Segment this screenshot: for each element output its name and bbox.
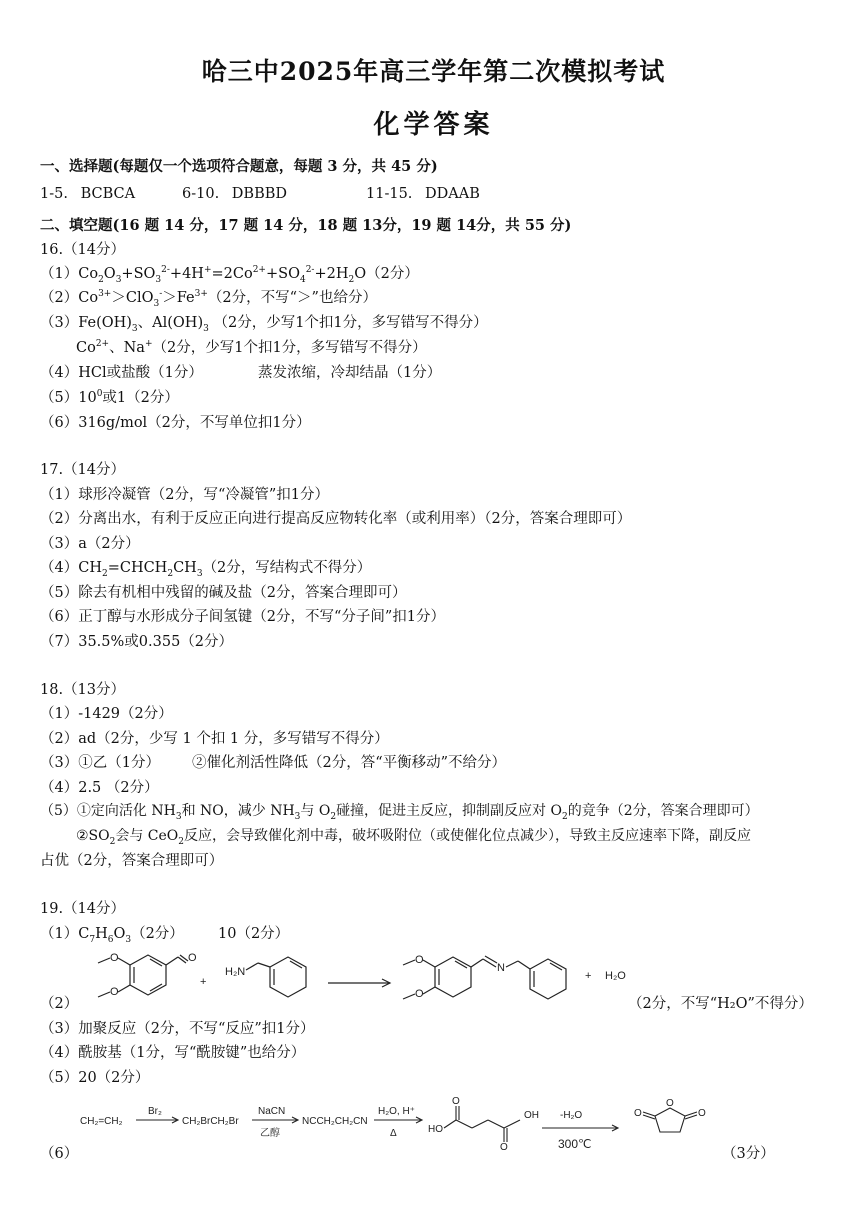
reagent-temperature: 300℃ <box>558 1137 592 1151</box>
page-title: 哈三中2025年高三学年第二次模拟考试 <box>201 57 666 86</box>
q17-line3: （3）a（2分） <box>40 536 140 552</box>
q19-synthesis-route <box>80 1092 740 1152</box>
q16-line6: （6）316g/mol（2分，不写单位扣1分） <box>40 415 311 431</box>
q19-line2-label: （2） <box>40 996 79 1012</box>
q18-header: 18.（13分） <box>40 682 126 698</box>
q16-line3b: $Co^{2+}$、Na+（2分，少写1个扣1分，多写错写不得分） <box>76 339 427 356</box>
q16-line4: （4）HCl或盐酸（1分） <box>40 365 203 381</box>
acid-o-1: O <box>452 1096 460 1107</box>
reagent-heat: Δ <box>390 1128 397 1139</box>
anhydride-o-1: O <box>634 1108 642 1119</box>
benzene-ring-1 <box>130 955 166 995</box>
benzene-ring-4 <box>530 959 566 999</box>
acid-o-2: O <box>500 1142 508 1152</box>
q16-line1: $(1)Co_2O_3+SO_3^{2-}+4H^+=2Co^{2+}+SO_4^{2-}+2H_2O(2$分） <box>40 265 419 285</box>
q17-header: 17.（14分） <box>40 462 126 478</box>
q16-line5: $(5)10^0$或1（2分） <box>40 389 179 406</box>
q17-line7: （7）35.5%或0.355（2分） <box>40 634 234 650</box>
q17-line6: （6）正丁醇与水形成分子间氢键（2分，不写“分子间”扣1分） <box>40 609 445 625</box>
ome-o-2: O <box>110 986 119 998</box>
imine-n: N <box>497 962 505 974</box>
page-subtitle: 化学答案 <box>373 110 494 140</box>
choice-answers-row-2 <box>182 186 287 202</box>
choice-range-1: 1-5. <box>40 186 68 202</box>
acid-ho: HO <box>428 1124 443 1135</box>
q19-header: 19.（14分） <box>40 901 126 917</box>
benzene-ring-3 <box>435 957 471 997</box>
q16-line4b: 蒸发浓缩，冷却结晶（1分） <box>258 365 442 381</box>
q16-line3a: $(3)Fe(OH)_3$、$Al(OH)_3$ （2分，少写1个扣1分，多写错写不得分） <box>40 315 488 334</box>
q18-line1: （1）-1429（2分） <box>40 706 173 722</box>
q19-line6-label: （6） <box>40 1146 79 1162</box>
water: H₂O <box>605 970 626 982</box>
ethene: CH₂=CH₂ <box>80 1116 123 1127</box>
q19-line4: （4）酰胺基（1分，写“酰胺键”也给分） <box>40 1045 306 1061</box>
q18-line3b: ②催化剂活性降低（2分，答“平衡移动”不给分） <box>192 755 507 771</box>
choice-value-3: DDAAB <box>425 186 480 202</box>
q18-line4: （4）2.5 （2分） <box>40 780 159 796</box>
choice-answers-row-3 <box>366 186 480 202</box>
choice-value-1: BCBCA <box>80 186 136 202</box>
section2-heading: 二、填空题(16 题 14 分，17 题 14 分，18 题 13分，19 题 14分，共 55 分) <box>40 217 572 234</box>
q17-line2: （2）分离出水，有利于反应正向进行提高反应物转化率（或利用率）（2分，答案合理即可） <box>40 511 632 527</box>
q17-line1: （1）球形冷凝管（2分，写“冷凝管”扣1分） <box>40 487 330 503</box>
section1-heading: 一、选择题(每题仅一个选项符合题意，每题 3 分，共 45 分) <box>40 158 438 175</box>
q19-line5: （5）20（2分） <box>40 1070 150 1086</box>
q18-line5c: 占优（2分，答案合理即可） <box>40 853 224 869</box>
choice-answers-row <box>40 186 135 202</box>
aldehyde-o: O <box>188 952 197 964</box>
plus-2: + <box>585 970 592 982</box>
q17-line4: $(4)CH_2=CHCH_2CH_3(2$分，写结构式不得分） <box>40 560 372 579</box>
reagent-ethanol: 乙醇 <box>260 1128 280 1139</box>
dibromoethane: CH₂BrCH₂Br <box>182 1116 239 1127</box>
q16-line2: $(2)Co^{3+}>ClO_3^->Fe^{3+}(2$分，不写“＞”也给分） <box>40 289 377 309</box>
q19-line1b: 10（2分） <box>218 926 290 942</box>
reagent-h2o-h: H₂O, H⁺ <box>378 1106 415 1117</box>
choice-range-3: 11-15. <box>366 186 413 202</box>
q18-line5b: $②SO_2$会与 CeO$_2$反应，会导致催化剂中毒，破坏吸附位（或使催化位点减少），导致主反应速率下降，副反应 <box>76 828 752 847</box>
q18-line5a: （5）①定向活化 $NH_3$和 NO，减少 $NH_3$与 $O_2$碰撞，促进主反应，抑制副反应对 $O_2$的竞争（2分，答案合理即可） <box>40 803 759 822</box>
reagent-dehydration: -H₂O <box>560 1110 583 1121</box>
q19-line6-score: （3分） <box>722 1146 775 1162</box>
q19-line2-note: （2分，不写“H₂O”不得分） <box>628 996 813 1012</box>
anhydride-ring <box>655 1108 685 1132</box>
q19-reaction-scheme <box>60 945 840 1025</box>
q18-line3a: （3）①乙（1分） <box>40 755 160 771</box>
amine-h2n: H₂N <box>225 966 246 978</box>
ome-o-3: O <box>415 954 424 966</box>
choice-range-2: 6-10. <box>182 186 220 202</box>
q16-header: 16.（14分） <box>40 242 126 258</box>
anhydride-o-2: O <box>698 1108 706 1119</box>
q19-line3: （3）加聚反应（2分，不写“反应”扣1分） <box>40 1021 315 1037</box>
plus-1: + <box>200 976 207 988</box>
ome-o-4: O <box>415 988 424 1000</box>
choice-value-2: DBBBD <box>231 186 288 202</box>
q17-line5: （5）除去有机相中残留的碱及盐（2分，答案合理即可） <box>40 585 407 601</box>
q18-line2: （2）ad（2分，少写 1 个扣 1 分，多写错写不得分） <box>40 731 389 747</box>
ome-o-1: O <box>110 952 119 964</box>
anhydride-ring-o: O <box>666 1098 674 1109</box>
acid-oh: OH <box>524 1110 539 1121</box>
benzene-ring-2 <box>270 957 306 997</box>
reagent-nacn: NaCN <box>258 1106 286 1117</box>
reagent-br2: Br₂ <box>148 1106 162 1117</box>
q19-line1: $(1)C_7H_6O_3(2$分） <box>40 926 184 945</box>
succinonitrile: NCCH₂CH₂CN <box>302 1116 368 1127</box>
